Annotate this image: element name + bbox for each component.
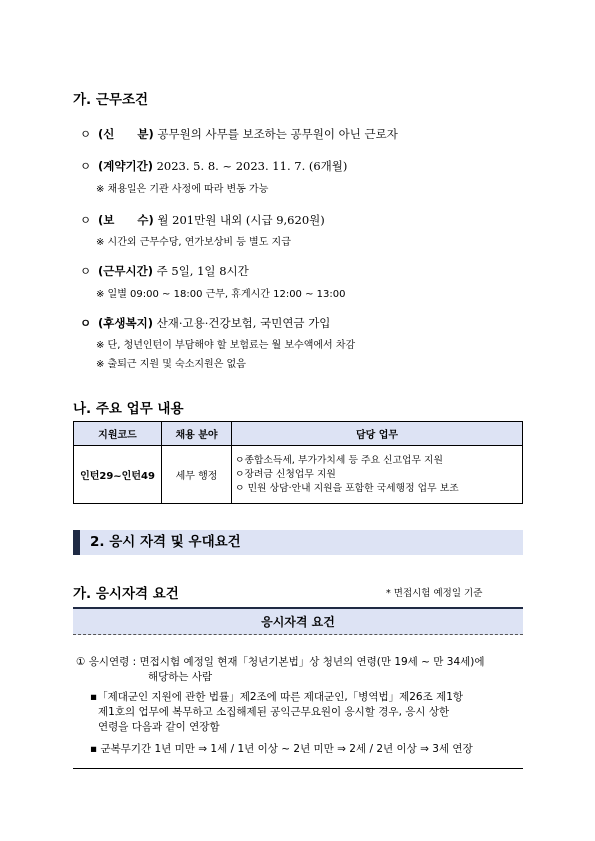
section-heading-main-duties: 나. 주요 업무 내용: [73, 401, 184, 417]
divider: [73, 768, 523, 769]
column-header: 담당 업무: [232, 422, 523, 446]
condition-contract-period: [80, 158, 347, 174]
requirement-age-cont: 해당하는 사람: [148, 671, 213, 683]
circle-bullet: ㅇ: [80, 316, 92, 330]
bullet-line: 제1호의 업무에 복무하고 소집해제된 공익근무요원이 응시할 경우, 응시 상한: [98, 706, 450, 718]
eligibility-box-title: 응시자격 요건: [73, 607, 523, 635]
cell-duties: [232, 446, 523, 504]
condition-label: (계약기간): [98, 159, 153, 173]
column-header: 채용 분야: [162, 422, 232, 446]
reference-footnote: * 면접시험 예정일 기준: [386, 588, 483, 599]
condition-pay: [80, 212, 325, 228]
condition-value: 월 201만원 내외 (시급 9,620원): [157, 213, 325, 227]
bullet-line: ▪「제대군인 지원에 관한 법률」제2조에 따른 제대군인,「병역법」제26조 제1항: [90, 691, 464, 703]
condition-work-hours: [80, 263, 249, 279]
condition-label: (신 분): [98, 127, 154, 141]
column-header: 지원코드: [74, 422, 162, 446]
condition-label: (후생복지): [98, 316, 153, 330]
condition-label: (보 수): [98, 213, 154, 227]
condition-label: (근무시간): [98, 264, 153, 278]
duty-item: ㅇ 민원 상담·안내 지원을 포함한 국세행정 업무 보조: [235, 482, 459, 494]
section-heading-eligibility: 가. 응시자격 요건: [73, 586, 179, 602]
condition-value: 산재·고용·건강보험, 국민연금 가입: [156, 316, 331, 330]
circle-bullet: ㅇ: [80, 127, 92, 141]
condition-note: ※ 단, 청년인턴이 부담해야 할 보험료는 월 보수액에서 차감: [96, 340, 356, 351]
requirement-age: ① 응시연령 : 면접시험 예정일 현재「청년기본법」상 청년의 연령(만 19세 ~ 만 34세)에: [76, 656, 485, 668]
duty-item: ㅇ종합소득세, 부가가치세 등 주요 신고업무 지원: [235, 454, 443, 466]
circle-bullet: ㅇ: [80, 264, 92, 278]
condition-note: ※ 일별 09:00 ~ 18:00 근무, 휴게시간 12:00 ~ 13:00: [96, 289, 346, 300]
condition-value: 주 5일, 1일 8시간: [156, 264, 249, 278]
condition-status: [80, 126, 398, 142]
table-header-row: [74, 422, 523, 446]
condition-note: ※ 출퇴근 지원 및 숙소지원은 없음: [96, 359, 246, 370]
cell-code: 인턴29~인턴49: [74, 446, 162, 504]
condition-note: ※ 시간외 근무수당, 연가보상비 등 별도 지급: [96, 237, 291, 248]
bullet-line: 연령을 다음과 같이 연장함: [98, 721, 220, 733]
cell-field: 세무 행정: [162, 446, 232, 504]
condition-note: ※ 채용일은 기관 사정에 따라 변동 가능: [96, 184, 269, 195]
table-row: [74, 446, 523, 504]
section-banner: 2. 응시 자격 및 우대요건: [73, 530, 523, 555]
circle-bullet: ㅇ: [80, 213, 92, 227]
duties-table: [73, 421, 523, 504]
bullet-line: ▪ 군복무기간 1년 미만 ⇒ 1세 / 1년 이상 ~ 2년 미만 ⇒ 2세 / 2년 이상 ⇒ 3세 연장: [90, 743, 473, 755]
circle-bullet: ㅇ: [80, 159, 92, 173]
condition-value: 2023. 5. 8. ~ 2023. 11. 7. (6개월): [156, 159, 348, 173]
duty-item: ㅇ장려금 신청업무 지원: [235, 468, 336, 480]
condition-welfare: [80, 315, 330, 331]
condition-value: 공무원의 사무를 보조하는 공무원이 아닌 근로자: [157, 127, 398, 141]
section-heading-work-conditions: 가. 근무조건: [73, 92, 149, 108]
